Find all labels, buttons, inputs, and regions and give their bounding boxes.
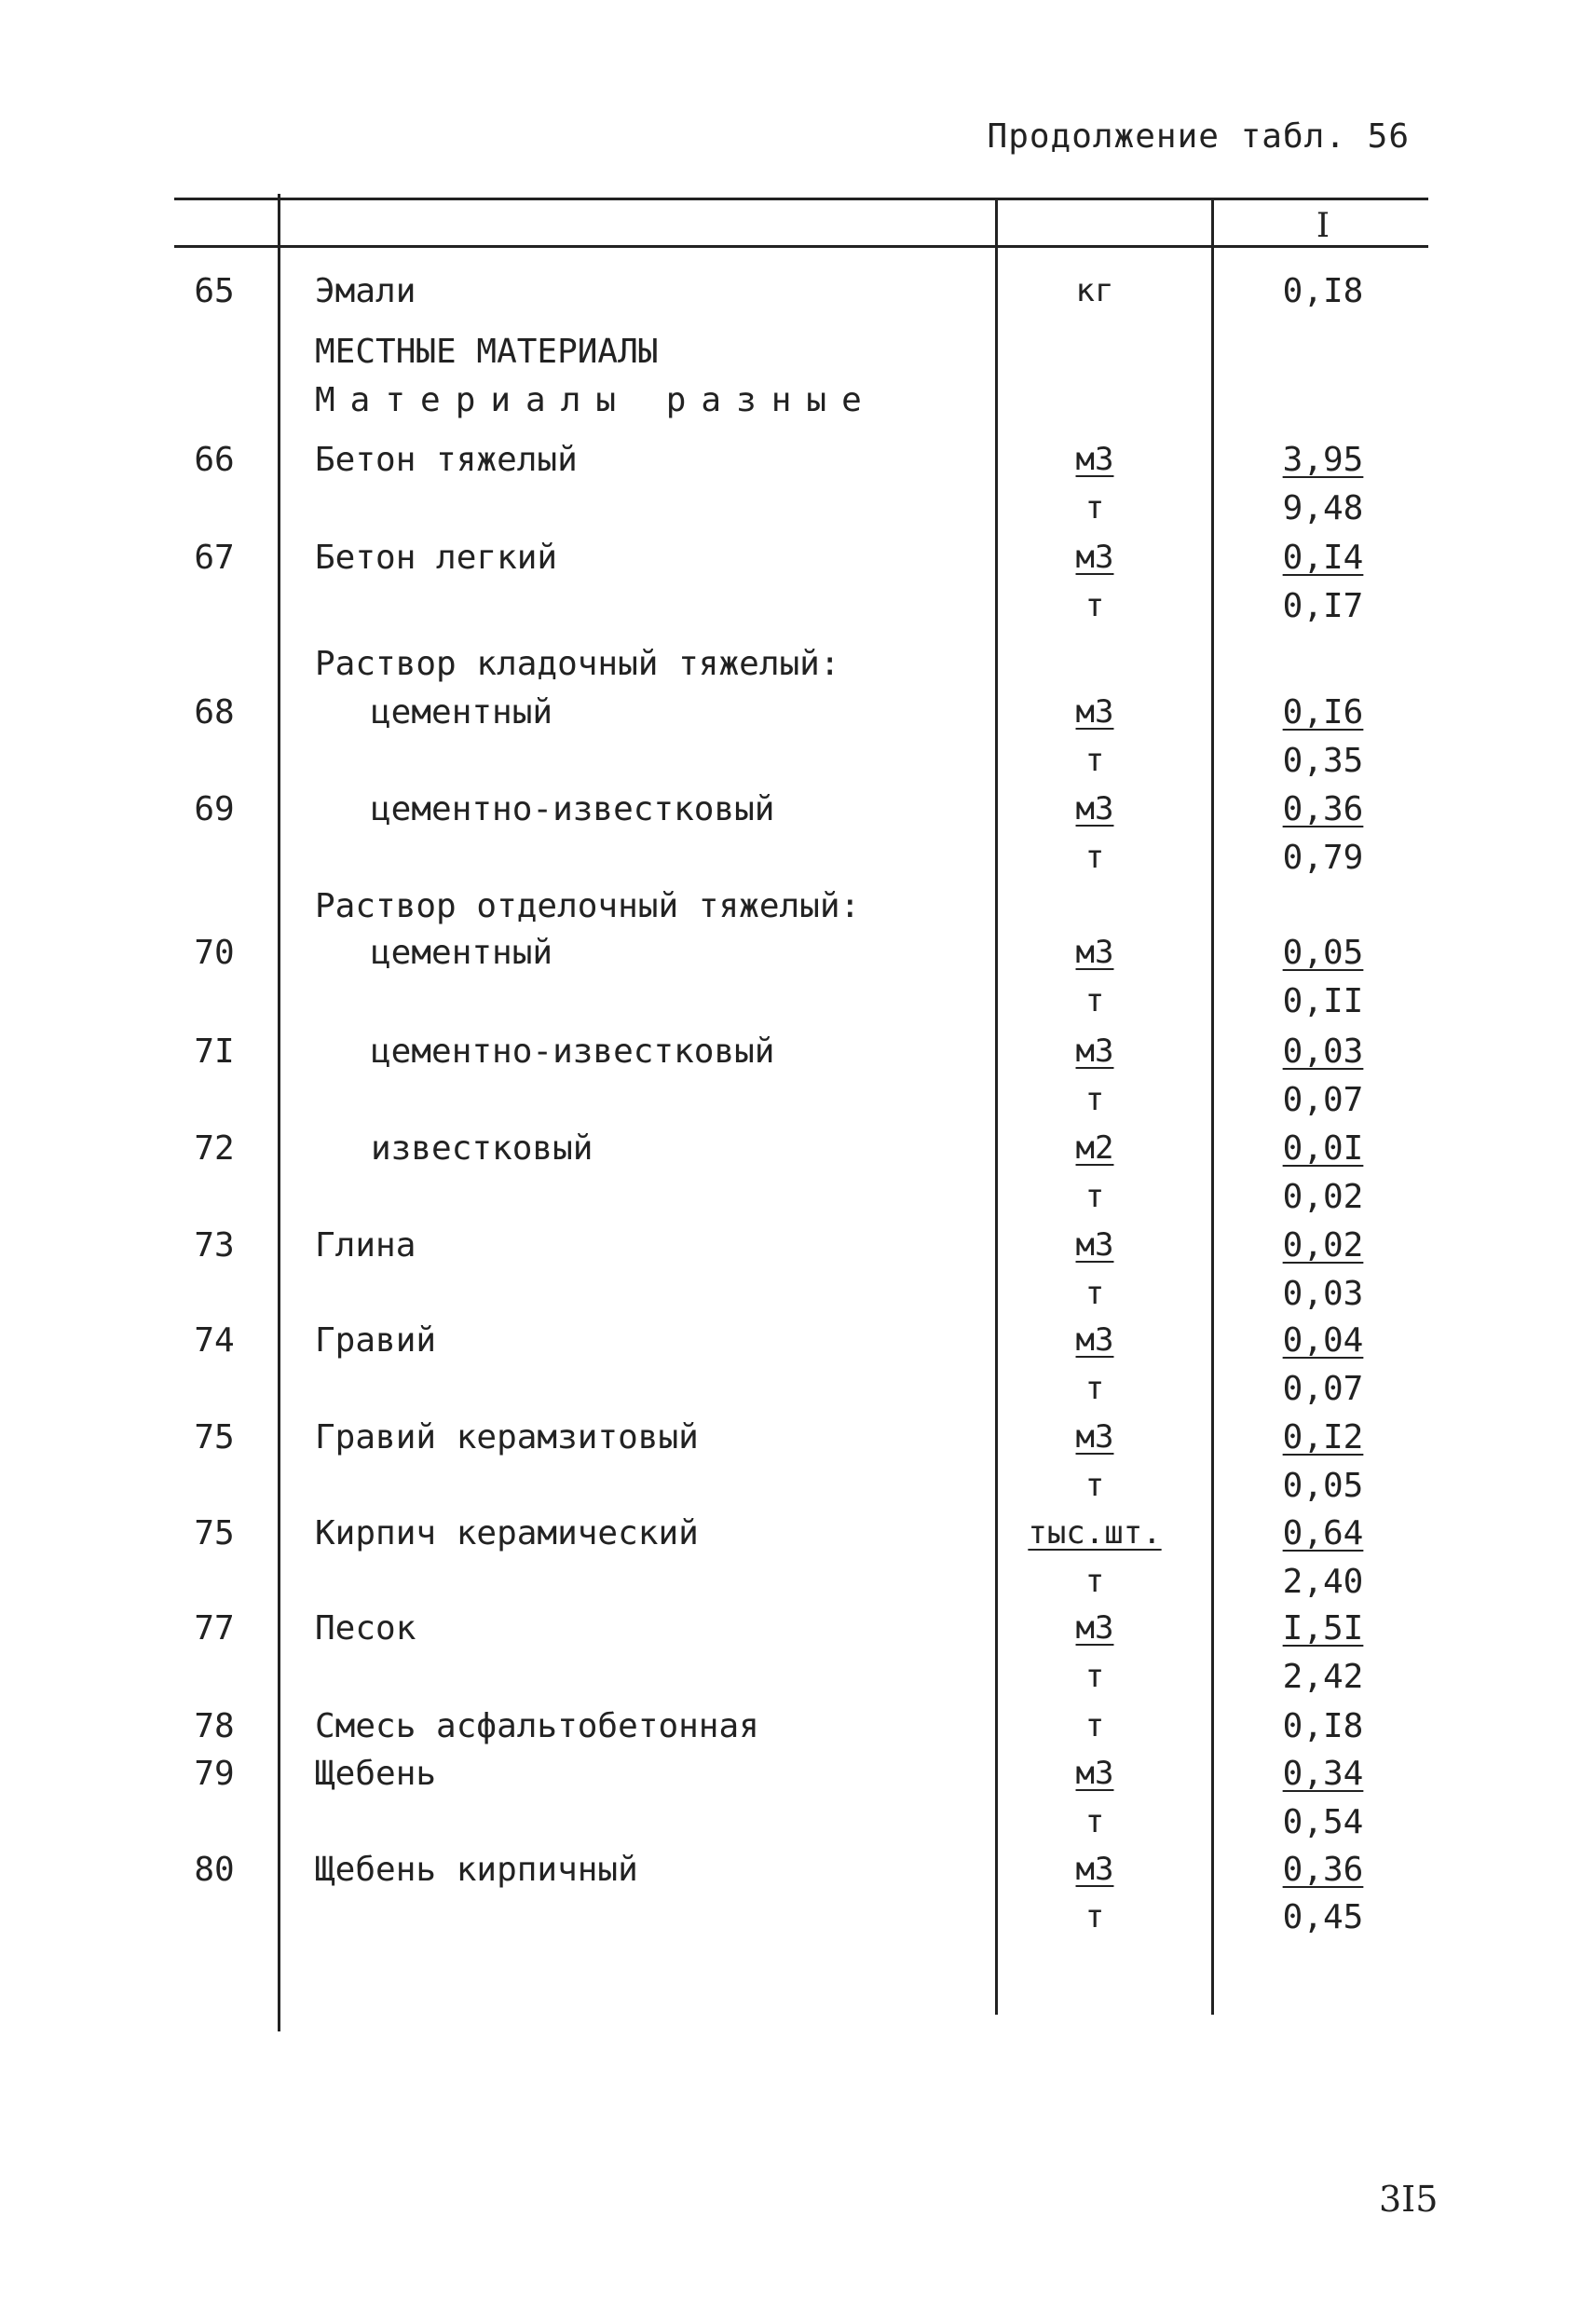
value-cell: 9,48	[1282, 489, 1364, 527]
unit-cell: м3	[1075, 1226, 1114, 1264]
value-cell: 0,II	[1282, 982, 1364, 1020]
value-cell: 0,I8	[1282, 272, 1364, 310]
table-row	[0, 887, 1596, 936]
table-row	[0, 1514, 1596, 1563]
row-number: 67	[194, 539, 235, 577]
table-row	[0, 1418, 1596, 1467]
value-cell: 0,64	[1282, 1514, 1364, 1552]
unit-cell: т	[1084, 1081, 1105, 1118]
unit-cell: т	[1084, 742, 1105, 779]
row-number: 73	[194, 1226, 235, 1265]
table-row	[0, 489, 1596, 538]
unit-cell: т	[1084, 1803, 1105, 1840]
value-cell: 0,I4	[1282, 539, 1364, 577]
row-number: 66	[194, 441, 235, 479]
table-top-rule	[174, 198, 1428, 200]
value-cell: 0,I2	[1282, 1418, 1364, 1456]
material-name: Бетон легкий	[315, 539, 558, 577]
value-cell: 0,03	[1282, 1275, 1364, 1313]
value-cell: 0,54	[1282, 1803, 1364, 1841]
table-caption: Продолжение табл. 56	[987, 117, 1410, 156]
value-cell: 0,0I	[1282, 1129, 1364, 1168]
value-cell: 0,I6	[1282, 693, 1364, 732]
table-row	[0, 1803, 1596, 1852]
table-row	[0, 1658, 1596, 1706]
value-cell: 0,I7	[1282, 587, 1364, 625]
column-header-1: I	[1316, 207, 1330, 245]
material-name: Щебень кирпичный	[315, 1851, 638, 1889]
row-number: 79	[194, 1755, 235, 1793]
page-number: 3I5	[1379, 2179, 1439, 2220]
value-cell: 0,05	[1282, 934, 1364, 972]
material-name: Раствор кладочный тяжелый:	[315, 645, 840, 683]
row-number: 74	[194, 1321, 235, 1360]
unit-cell: м3	[1075, 693, 1114, 731]
value-cell: 2,42	[1282, 1658, 1364, 1696]
unit-cell: м3	[1075, 1851, 1114, 1888]
row-number: 7I	[194, 1032, 235, 1071]
table-row	[0, 1129, 1596, 1178]
row-number: 78	[194, 1707, 235, 1745]
row-number: 77	[194, 1609, 235, 1648]
row-number: 68	[194, 693, 235, 732]
row-number: 75	[194, 1418, 235, 1456]
unit-cell: кг	[1075, 272, 1114, 309]
unit-cell: м3	[1075, 1032, 1114, 1070]
value-cell: I,5I	[1282, 1609, 1364, 1648]
value-cell: 0,36	[1282, 790, 1364, 828]
table-row	[0, 1707, 1596, 1756]
material-name: цементный	[371, 693, 553, 732]
table-row	[0, 982, 1596, 1031]
material-name: Бетон тяжелый	[315, 441, 578, 479]
value-cell: 0,04	[1282, 1321, 1364, 1360]
table-row	[0, 441, 1596, 489]
material-name: известковый	[371, 1129, 593, 1168]
row-number: 75	[194, 1514, 235, 1552]
unit-cell: м3	[1075, 441, 1114, 478]
table-row	[0, 1032, 1596, 1081]
table-row	[0, 1898, 1596, 1947]
table-row	[0, 742, 1596, 790]
material-name: Эмали	[315, 272, 416, 310]
value-cell: 0,02	[1282, 1226, 1364, 1265]
table-row	[0, 1081, 1596, 1129]
unit-cell: т	[1084, 1467, 1105, 1504]
unit-cell: м3	[1075, 1321, 1114, 1359]
material-name: Материалы разные	[315, 381, 877, 419]
unit-cell: т	[1084, 1563, 1105, 1600]
value-cell: 3,95	[1282, 441, 1364, 479]
value-cell: 0,02	[1282, 1178, 1364, 1216]
material-name: МЕСТНЫЕ МАТЕРИАЛЫ	[315, 333, 659, 371]
table-row	[0, 1178, 1596, 1226]
table-row	[0, 645, 1596, 693]
value-cell: 0,35	[1282, 742, 1364, 780]
value-cell: 0,07	[1282, 1081, 1364, 1119]
unit-cell: м3	[1075, 1609, 1114, 1647]
unit-cell: тыс.шт.	[1028, 1514, 1162, 1552]
table-row	[0, 839, 1596, 887]
table-row	[0, 1321, 1596, 1370]
row-number: 70	[194, 934, 235, 972]
material-name: Кирпич керамический	[315, 1514, 699, 1552]
unit-cell: м3	[1075, 1418, 1114, 1456]
value-cell: 0,36	[1282, 1851, 1364, 1889]
row-number: 72	[194, 1129, 235, 1168]
unit-cell: м3	[1075, 934, 1114, 971]
value-cell: 0,I8	[1282, 1707, 1364, 1745]
unit-cell: т	[1084, 1275, 1105, 1312]
material-name: цементно-известковый	[371, 1032, 775, 1071]
unit-cell: м3	[1075, 1755, 1114, 1792]
table-row	[0, 272, 1596, 321]
unit-cell: т	[1084, 1898, 1105, 1935]
table-row	[0, 1609, 1596, 1658]
unit-cell: т	[1084, 982, 1105, 1019]
material-name: Гравий керамзитовый	[315, 1418, 699, 1456]
unit-cell: т	[1084, 489, 1105, 526]
material-name: Гравий	[315, 1321, 437, 1360]
value-cell: 0,03	[1282, 1032, 1364, 1071]
unit-cell: т	[1084, 1707, 1105, 1744]
value-cell: 0,79	[1282, 839, 1364, 877]
material-name: цементный	[371, 934, 553, 972]
table-header-rule	[174, 245, 1428, 248]
table-row	[0, 1467, 1596, 1515]
row-number: 65	[194, 272, 235, 310]
table-row	[0, 1226, 1596, 1275]
unit-cell: т	[1084, 1178, 1105, 1215]
table-row	[0, 381, 1596, 430]
unit-cell: т	[1084, 1370, 1105, 1407]
value-cell: 0,05	[1282, 1467, 1364, 1505]
table-row	[0, 333, 1596, 381]
table-row	[0, 1370, 1596, 1418]
unit-cell: м2	[1075, 1129, 1114, 1167]
unit-cell: м3	[1075, 539, 1114, 576]
row-number: 69	[194, 790, 235, 828]
table-row	[0, 587, 1596, 636]
material-name: Щебень	[315, 1755, 437, 1793]
table-row	[0, 1563, 1596, 1611]
value-cell: 2,40	[1282, 1563, 1364, 1601]
unit-cell: т	[1084, 587, 1105, 624]
unit-cell: м3	[1075, 790, 1114, 827]
material-name: Раствор отделочный тяжелый:	[315, 887, 861, 925]
table-row	[0, 1275, 1596, 1323]
value-cell: 0,45	[1282, 1898, 1364, 1936]
material-name: цементно-известковый	[371, 790, 775, 828]
material-name: Смесь асфальтобетонная	[315, 1707, 759, 1745]
value-cell: 0,34	[1282, 1755, 1364, 1793]
table-row	[0, 539, 1596, 587]
unit-cell: т	[1084, 839, 1105, 876]
material-name: Глина	[315, 1226, 416, 1265]
row-number: 80	[194, 1851, 235, 1889]
material-name: Песок	[315, 1609, 416, 1648]
table-row	[0, 934, 1596, 982]
value-cell: 0,07	[1282, 1370, 1364, 1408]
unit-cell: т	[1084, 1658, 1105, 1695]
table-row	[0, 1851, 1596, 1899]
table-row	[0, 693, 1596, 742]
table-row	[0, 790, 1596, 839]
table-row	[0, 1755, 1596, 1803]
